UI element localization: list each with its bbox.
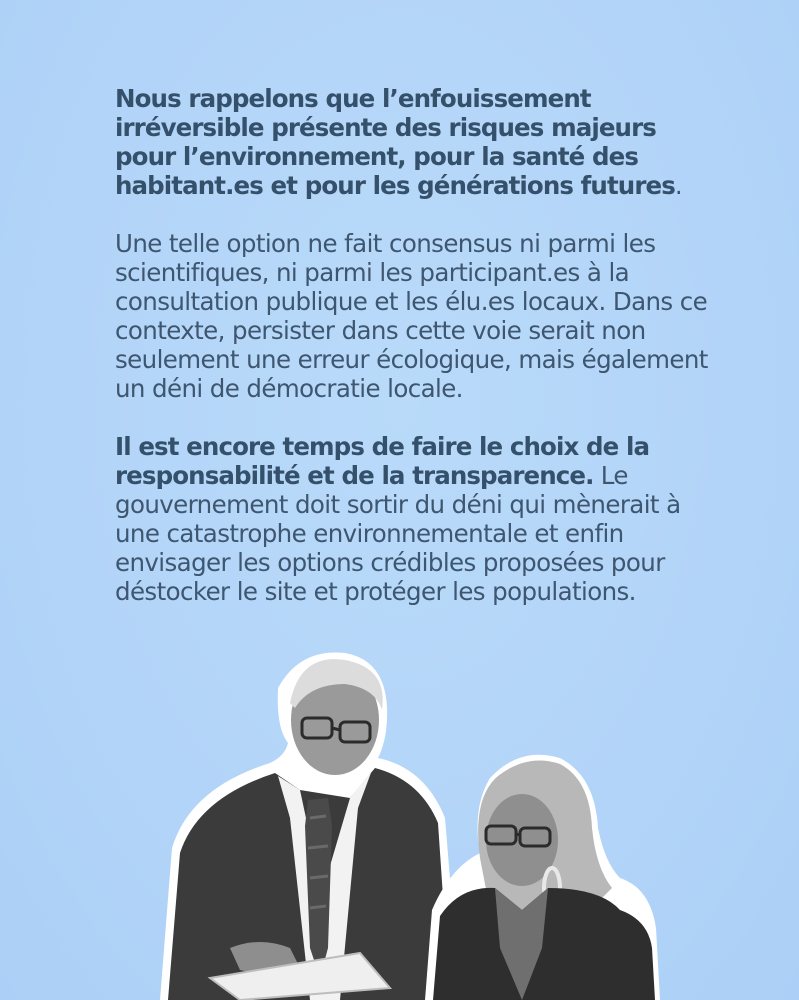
statement-text — [115, 84, 715, 635]
paragraph-risks-bold: Nous rappelons que l’enfouissement irréversible présente des risques majeurs pour l’environnement, pour la santé des habitant.es et pour les générations futures — [115, 84, 675, 200]
man-figure — [160, 652, 460, 1000]
paragraph-consensus — [115, 229, 715, 403]
paragraph-call-to-action — [115, 432, 715, 606]
paragraph-call-to-action-bold: Il est encore temps de faire le choix de la responsabilité et de la transparence. — [115, 432, 650, 490]
people-cutout-photo — [150, 648, 670, 1000]
paragraph-risks-regular: . — [674, 171, 683, 200]
paragraph-risks — [115, 84, 715, 200]
woman-figure — [425, 755, 660, 1000]
paragraph-consensus-regular: Une telle option ne fait consensus ni parmi les scientifiques, ni parmi les participant.es à la consultation publique et les élu.es locaux. Dans ce contexte, persister dans cette voie serait non seulement une erreur écologique, mais également un déni de démocratie locale. — [115, 229, 708, 403]
paragraph-call-to-action-regular: Le gouvernement doit sortir du déni qui mènerait à une catastrophe environnementale et enfin envisager les options crédibles proposées pour déstocker le site et protéger les populations. — [115, 461, 681, 606]
